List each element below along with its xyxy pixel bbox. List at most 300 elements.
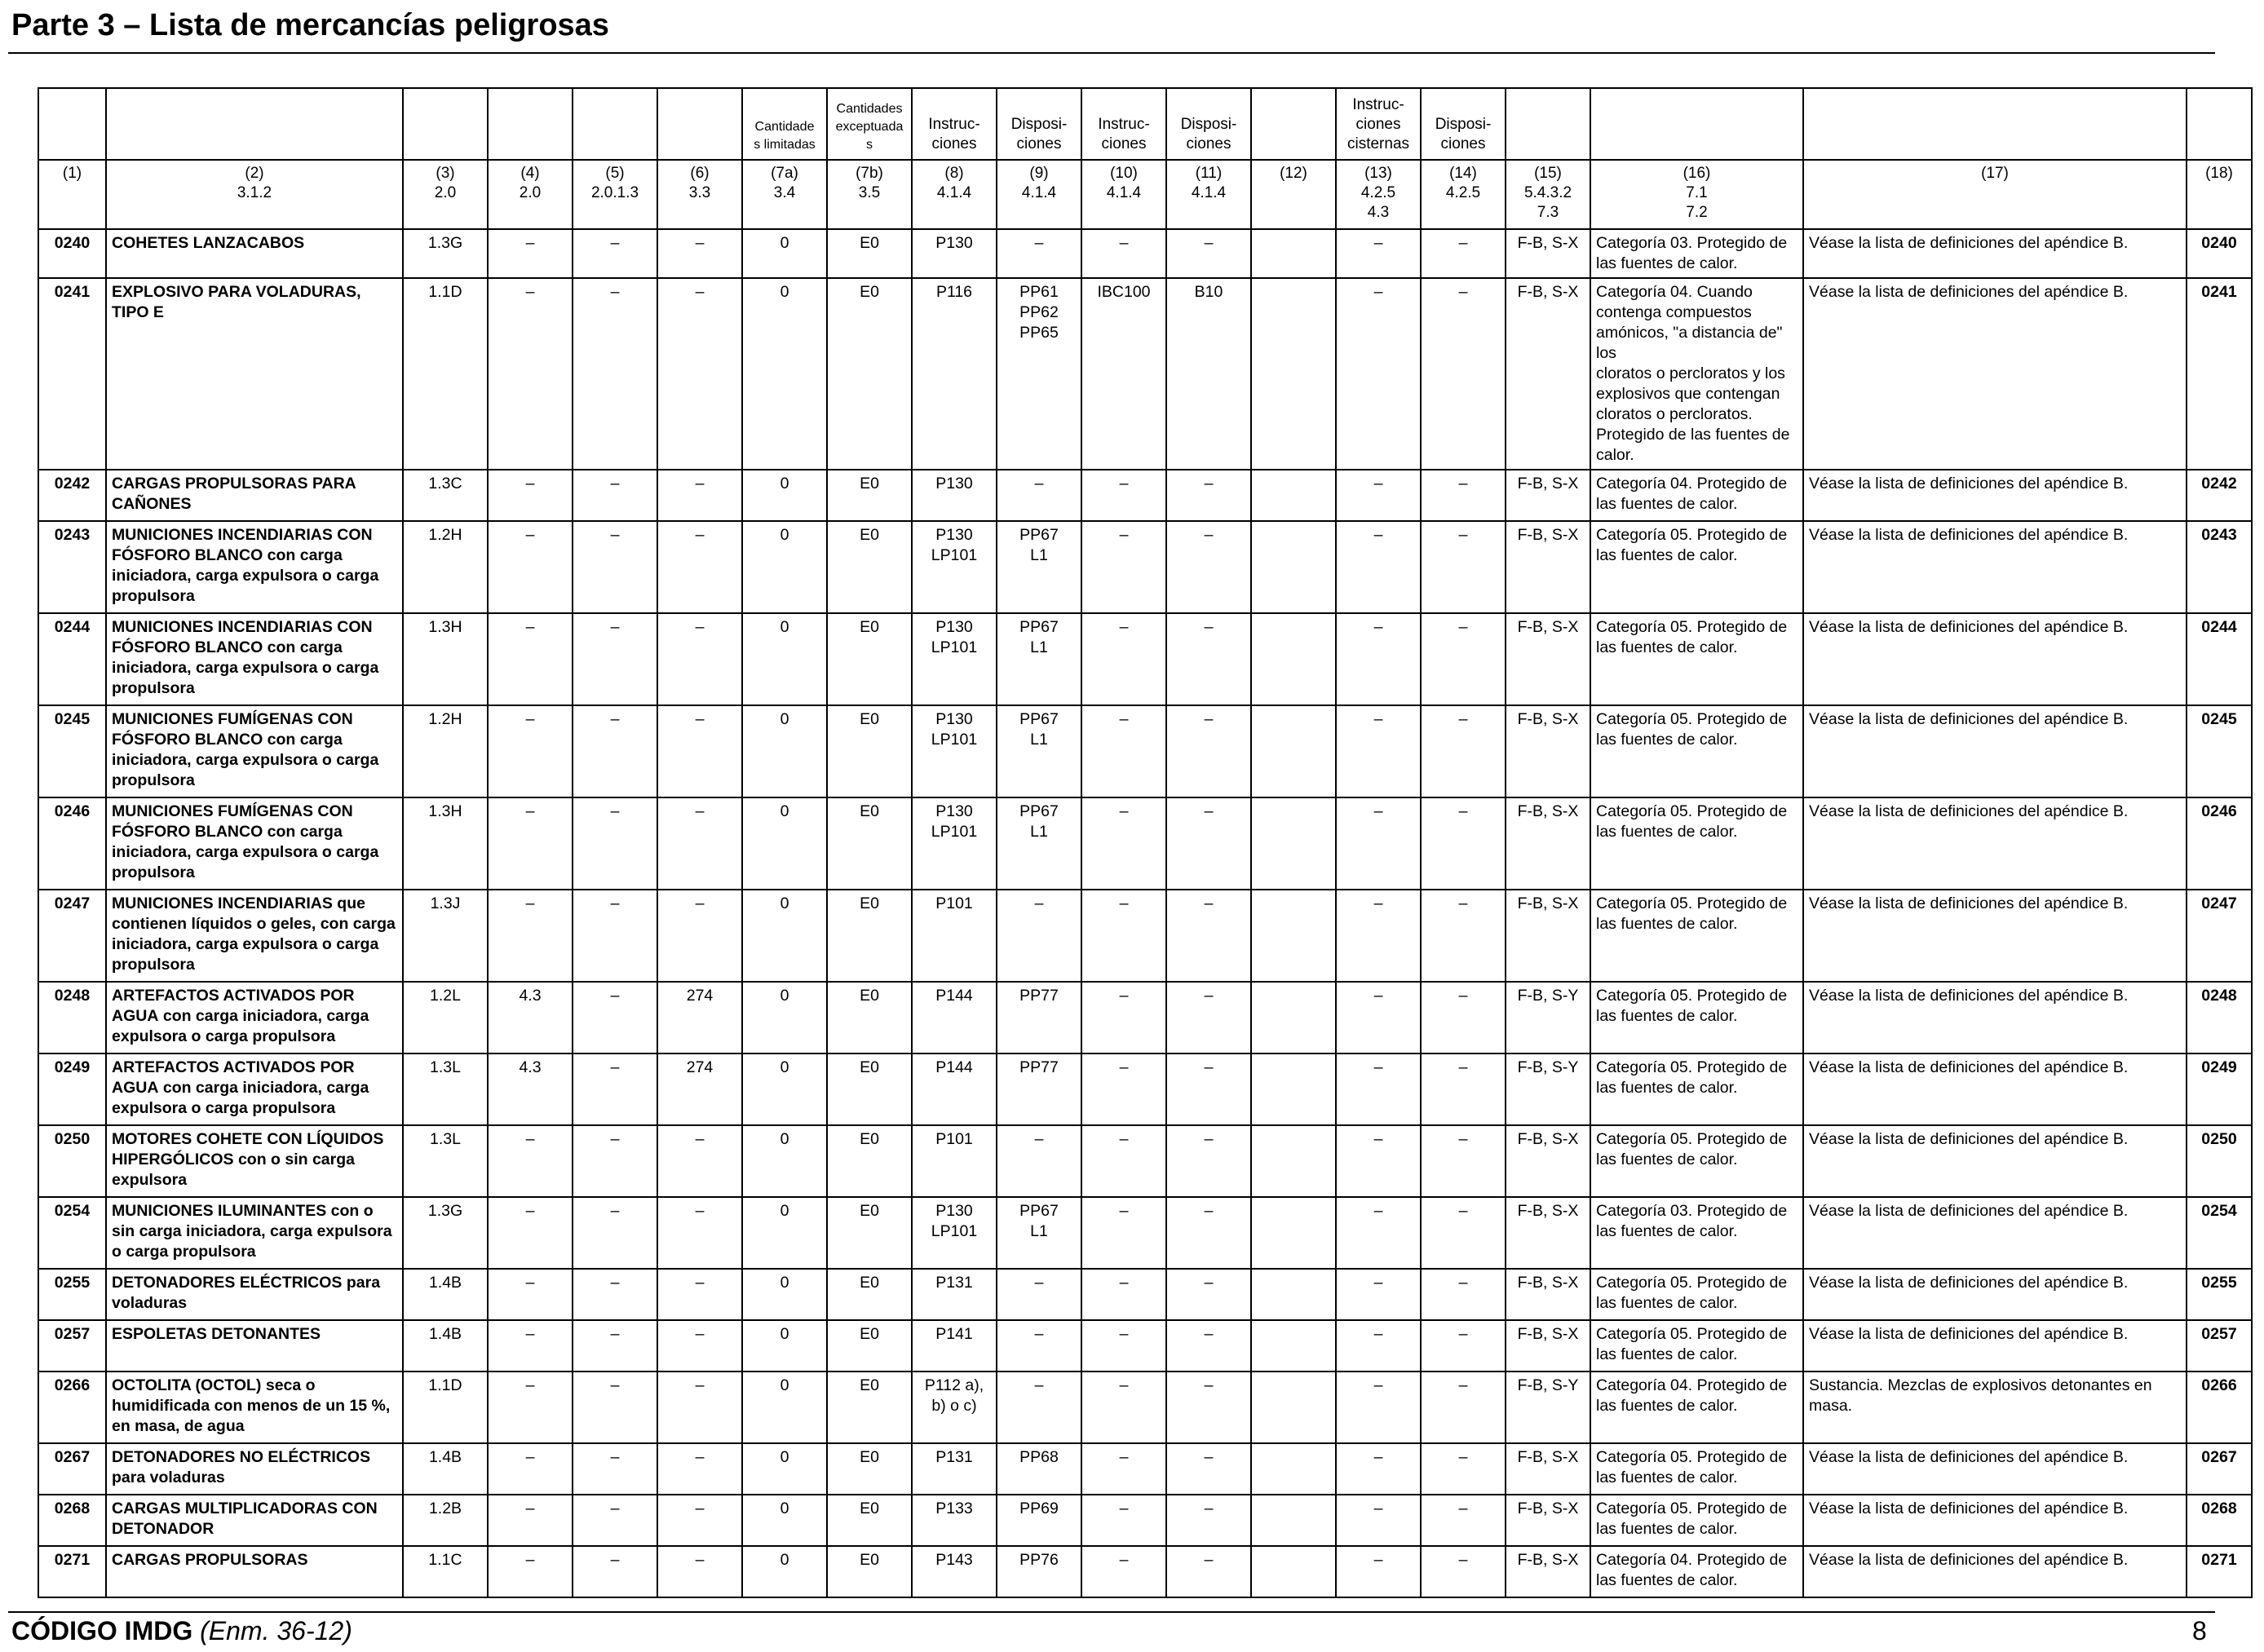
ems: F-B, S-X: [1506, 1269, 1590, 1320]
proper-shipping-name: [106, 229, 403, 278]
cell-eq: E0: [827, 1495, 912, 1546]
column-ref-3: [403, 160, 488, 229]
column-title-11: [1081, 88, 1166, 160]
cell-line: LP101: [931, 1222, 978, 1240]
packing-provisions: [997, 982, 1081, 1053]
shipping-name-main: MUNICIONES INCENDIARIAS: [112, 894, 333, 912]
column-12: [1251, 890, 1336, 982]
packing-provisions: [997, 1197, 1081, 1269]
cell-line: P143: [935, 1551, 973, 1569]
un-number-right: 0271: [2187, 1546, 2252, 1597]
cell-line: (17): [1981, 165, 2009, 182]
proper-shipping-name: [106, 1443, 403, 1495]
cell-line: LP101: [931, 638, 978, 656]
packing-instructions: [912, 613, 997, 705]
properties-observations: Véase la lista de definiciones del apéndice B.: [1803, 1125, 2187, 1197]
cell-line: L1: [1030, 823, 1048, 841]
column-ref-7: [742, 160, 827, 229]
tank-instructions: –: [1336, 1125, 1421, 1197]
cell-cls: 1.3G: [403, 1197, 488, 1269]
cell-cls: 1.2H: [403, 521, 488, 613]
cell-line: Categoría 05. Protegido de: [1596, 894, 1788, 912]
cell-line: –: [1034, 1376, 1044, 1394]
packing-instructions: [912, 521, 997, 613]
cell-lq: 0: [742, 613, 827, 705]
cell-line: Categoría 04. Protegido de: [1596, 1376, 1788, 1394]
stowage-segregation: [1590, 521, 1803, 613]
cell-eq: E0: [827, 1197, 912, 1269]
proper-shipping-name: [106, 1546, 403, 1597]
cell-line: Categoría 03. Protegido de: [1596, 1202, 1788, 1220]
cell-line: calor.: [1596, 446, 1634, 464]
cell-sp: –: [657, 1320, 742, 1372]
cell-line: las fuentes de calor.: [1596, 1397, 1738, 1415]
properties-observations: Véase la lista de definiciones del apéndice B.: [1803, 1443, 2187, 1495]
cell-pg: –: [573, 521, 657, 613]
ems: F-B, S-X: [1506, 890, 1590, 982]
un-number-right: 0249: [2187, 1053, 2252, 1125]
column-12: [1251, 229, 1336, 278]
packing-provisions: [997, 797, 1081, 890]
packing-provisions: [997, 1269, 1081, 1320]
shipping-name-qualifier: con carga iniciadora, carga expulsora o carga propulsora: [112, 638, 379, 697]
shipping-name-qualifier: con carga iniciadora, carga expulsora o carga propulsora: [112, 823, 379, 881]
cell-line: L1: [1030, 1222, 1048, 1240]
ibc-instructions: –: [1081, 1546, 1166, 1597]
column-12: [1251, 1372, 1336, 1443]
ibc-instructions: –: [1081, 1053, 1166, 1125]
cell-eq: E0: [827, 1269, 912, 1320]
proper-shipping-name: [106, 278, 403, 470]
cell-line: P101: [935, 1130, 973, 1148]
cell-line: ciones: [1186, 135, 1231, 152]
table-row: [38, 470, 2252, 521]
table-row: [38, 797, 2252, 890]
ibc-instructions: –: [1081, 705, 1166, 797]
ibc-instructions: –: [1081, 890, 1166, 982]
cell-line: PP67: [1019, 802, 1059, 820]
column-title-8: [827, 88, 912, 160]
ems: F-B, S-X: [1506, 278, 1590, 470]
column-title-12: [1166, 88, 1251, 160]
cell-pg: –: [573, 1269, 657, 1320]
cell-pg: –: [573, 1495, 657, 1546]
un-number: 0246: [38, 797, 106, 890]
cell-line: PP68: [1019, 1448, 1059, 1466]
cell-lq: 0: [742, 1372, 827, 1443]
shipping-name-main: COHETES LANZACABOS: [112, 234, 305, 252]
cell-line: las fuentes de calor.: [1596, 915, 1738, 933]
cell-lq: 0: [742, 1197, 827, 1269]
un-number-right: 0254: [2187, 1197, 2252, 1269]
cell-line: Categoría 05. Protegido de: [1596, 618, 1788, 636]
cell-sub: –: [488, 1443, 573, 1495]
column-title-6: [657, 88, 742, 160]
ibc-provisions: –: [1166, 1269, 1251, 1320]
cell-lq: 0: [742, 470, 827, 521]
cell-cls: 1.3H: [403, 613, 488, 705]
properties-observations: Véase la lista de definiciones del apéndice B.: [1803, 1320, 2187, 1372]
cell-eq: E0: [827, 797, 912, 890]
un-number: 0250: [38, 1125, 106, 1197]
table-row: [38, 613, 2252, 705]
column-12: [1251, 1197, 1336, 1269]
packing-instructions: [912, 229, 997, 278]
cell-line: P131: [935, 1448, 973, 1466]
cell-line: L1: [1030, 546, 1048, 564]
column-title-9: [912, 88, 997, 160]
proper-shipping-name: [106, 1495, 403, 1546]
packing-instructions: [912, 982, 997, 1053]
cell-line: Instruc-: [928, 116, 980, 133]
cell-line: Categoría 04. Protegido de: [1596, 1551, 1788, 1569]
table-row: [38, 1320, 2252, 1372]
packing-provisions: [997, 278, 1081, 470]
stowage-segregation: [1590, 705, 1803, 797]
un-number: 0249: [38, 1053, 106, 1125]
table-row: [38, 890, 2252, 982]
table-row: [38, 278, 2252, 470]
header-rule: [8, 52, 2215, 54]
tank-provisions: –: [1421, 278, 1506, 470]
cell-line: PP67: [1019, 618, 1059, 636]
table-row: [38, 1443, 2252, 1495]
ibc-instructions: –: [1081, 1372, 1166, 1443]
cell-line: (14): [1449, 165, 1477, 182]
ibc-instructions: –: [1081, 1125, 1166, 1197]
shipping-name-qualifier: con carga iniciadora, carga expulsora o carga propulsora: [112, 1007, 369, 1045]
cell-line: –: [1034, 234, 1044, 252]
cell-line: Categoría 05. Protegido de: [1596, 526, 1788, 544]
cell-pg: –: [573, 1443, 657, 1495]
ems: F-B, S-Y: [1506, 1053, 1590, 1125]
shipping-name-main: MUNICIONES INCENDIARIAS CON FÓSFORO BLANCO: [112, 618, 373, 656]
cell-line: –: [1034, 894, 1044, 912]
tank-instructions: –: [1336, 521, 1421, 613]
table-row: [38, 521, 2252, 613]
un-number: 0257: [38, 1320, 106, 1372]
cell-line: (10): [1110, 165, 1138, 182]
proper-shipping-name: [106, 470, 403, 521]
shipping-name-main: CARGAS MULTIPLICADORAS CON DETONADOR: [112, 1500, 378, 1538]
column-ref-8: [827, 160, 912, 229]
ibc-instructions: –: [1081, 1197, 1166, 1269]
cell-line: LP101: [931, 731, 978, 749]
cell-line: P141: [935, 1325, 973, 1343]
un-number-right: 0243: [2187, 521, 2252, 613]
cell-line: (9): [1029, 165, 1049, 182]
cell-lq: 0: [742, 1269, 827, 1320]
column-title-3: [403, 88, 488, 160]
ibc-instructions: –: [1081, 1443, 1166, 1495]
proper-shipping-name: [106, 1197, 403, 1269]
cell-line: Categoría 04. Cuando: [1596, 283, 1753, 301]
properties-observations: Véase la lista de definiciones del apéndice B.: [1803, 1053, 2187, 1125]
un-number: 0271: [38, 1546, 106, 1597]
cell-line: (16): [1683, 165, 1711, 182]
cell-line: PP76: [1019, 1551, 1059, 1569]
tank-instructions: –: [1336, 1320, 1421, 1372]
ibc-provisions: –: [1166, 521, 1251, 613]
packing-provisions: [997, 613, 1081, 705]
cell-pg: –: [573, 797, 657, 890]
cell-cls: 1.3L: [403, 1053, 488, 1125]
header-row-titles: [38, 88, 2252, 160]
cell-line: (5): [605, 165, 625, 182]
cell-sub: –: [488, 521, 573, 613]
un-number: 0255: [38, 1269, 106, 1320]
ibc-instructions: –: [1081, 982, 1166, 1053]
un-number-right: 0241: [2187, 278, 2252, 470]
cell-pg: –: [573, 1125, 657, 1197]
ibc-provisions: –: [1166, 705, 1251, 797]
column-ref-2: [106, 160, 403, 229]
proper-shipping-name: [106, 982, 403, 1053]
cell-sp: –: [657, 1372, 742, 1443]
properties-observations: Véase la lista de definiciones del apéndice B.: [1803, 1495, 2187, 1546]
properties-observations: Véase la lista de definiciones del apéndice B.: [1803, 982, 2187, 1053]
column-title-15: [1421, 88, 1506, 160]
cell-sub: –: [488, 1495, 573, 1546]
cell-lq: 0: [742, 521, 827, 613]
proper-shipping-name: [106, 890, 403, 982]
tank-provisions: –: [1421, 1546, 1506, 1597]
proper-shipping-name: [106, 521, 403, 613]
tank-instructions: –: [1336, 229, 1421, 278]
packing-instructions: [912, 470, 997, 521]
cell-eq: E0: [827, 613, 912, 705]
cell-line: Categoría 05. Protegido de: [1596, 1130, 1788, 1148]
table-body: [38, 88, 2252, 1597]
stowage-segregation: [1590, 1269, 1803, 1320]
stowage-segregation: [1590, 1372, 1803, 1443]
cell-sp: 274: [657, 982, 742, 1053]
cell-line: –: [1034, 1130, 1044, 1148]
column-title-1: [38, 88, 106, 160]
cell-line: ciones: [1016, 135, 1062, 152]
column-ref-9: [912, 160, 997, 229]
cell-line: Categoría 05. Protegido de: [1596, 802, 1788, 820]
cell-line: contenga compuestos: [1596, 303, 1752, 321]
cell-line: P130: [935, 802, 973, 820]
shipping-name-main: ESPOLETAS DETONANTES: [112, 1325, 321, 1343]
cell-cls: 1.3J: [403, 890, 488, 982]
cell-line: L1: [1030, 731, 1048, 749]
cell-line: 4.1.4: [936, 184, 972, 201]
footer-code: [11, 1616, 352, 1646]
cell-line: LP101: [931, 823, 978, 841]
ibc-provisions: –: [1166, 982, 1251, 1053]
stowage-segregation: [1590, 1125, 1803, 1197]
cell-line: Disposi-: [1435, 116, 1492, 133]
cell-line: (2): [245, 165, 264, 182]
tank-provisions: –: [1421, 705, 1506, 797]
cell-pg: –: [573, 1053, 657, 1125]
tank-provisions: –: [1421, 890, 1506, 982]
cell-line: P130: [935, 1202, 973, 1220]
shipping-name-main: ARTEFACTOS ACTIVADOS POR AGUA: [112, 987, 355, 1025]
cell-line: las fuentes de calor.: [1596, 546, 1738, 564]
tank-instructions: –: [1336, 890, 1421, 982]
un-number-right: 0244: [2187, 613, 2252, 705]
cell-line: PP67: [1019, 526, 1059, 544]
un-number: 0240: [38, 229, 106, 278]
column-12: [1251, 982, 1336, 1053]
column-title-17: [1590, 88, 1803, 160]
cell-line: 4.1.4: [1021, 184, 1057, 201]
ibc-instructions: –: [1081, 1495, 1166, 1546]
properties-observations: Véase la lista de definiciones del apéndice B.: [1803, 613, 2187, 705]
tank-instructions: –: [1336, 1372, 1421, 1443]
proper-shipping-name: [106, 705, 403, 797]
column-12: [1251, 470, 1336, 521]
un-number: 0241: [38, 278, 106, 470]
cell-lq: 0: [742, 1053, 827, 1125]
cell-sub: 4.3: [488, 982, 573, 1053]
un-number-right: 0250: [2187, 1125, 2252, 1197]
cell-line: Categoría 05. Protegido de: [1596, 1325, 1788, 1343]
un-number: 0248: [38, 982, 106, 1053]
ems: F-B, S-X: [1506, 229, 1590, 278]
packing-provisions: [997, 470, 1081, 521]
cell-line: 5.4.3.2: [1523, 184, 1572, 201]
cell-cls: 1.2H: [403, 705, 488, 797]
ibc-instructions: –: [1081, 470, 1166, 521]
packing-provisions: [997, 705, 1081, 797]
cell-line: explosivos que contengan: [1596, 385, 1780, 403]
packing-instructions: [912, 278, 997, 470]
cell-pg: –: [573, 1546, 657, 1597]
ibc-instructions: –: [1081, 1320, 1166, 1372]
un-number-right: 0248: [2187, 982, 2252, 1053]
cell-pg: –: [573, 229, 657, 278]
ems: F-B, S-Y: [1506, 1372, 1590, 1443]
cell-cls: 1.4B: [403, 1269, 488, 1320]
properties-observations: Véase la lista de definiciones del apéndice B.: [1803, 278, 2187, 470]
packing-provisions: [997, 1320, 1081, 1372]
cell-sub: –: [488, 890, 573, 982]
cell-sp: –: [657, 278, 742, 470]
cell-eq: E0: [827, 1546, 912, 1597]
proper-shipping-name: [106, 1269, 403, 1320]
column-ref-11: [1081, 160, 1166, 229]
cell-line: (4): [520, 165, 540, 182]
cell-line: 3.3: [688, 184, 711, 201]
cell-line: Disposi-: [1180, 116, 1237, 133]
cell-lq: 0: [742, 890, 827, 982]
properties-observations: Véase la lista de definiciones del apéndice B.: [1803, 705, 2187, 797]
proper-shipping-name: [106, 613, 403, 705]
cell-line: P130: [935, 710, 973, 728]
tank-provisions: –: [1421, 1495, 1506, 1546]
cell-line: (1): [62, 165, 82, 182]
un-number: 0242: [38, 470, 106, 521]
ems: F-B, S-X: [1506, 613, 1590, 705]
cell-line: (12): [1280, 165, 1307, 182]
column-12: [1251, 797, 1336, 890]
cell-line: (7b): [856, 165, 883, 182]
tank-instructions: –: [1336, 1443, 1421, 1495]
column-title-2: [106, 88, 403, 160]
shipping-name-main: ARTEFACTOS ACTIVADOS POR AGUA: [112, 1058, 355, 1097]
column-12: [1251, 1546, 1336, 1597]
table-row: [38, 1053, 2252, 1125]
cell-line: (7a): [771, 165, 798, 182]
footer-rule: [8, 1611, 2215, 1613]
ems: F-B, S-X: [1506, 1197, 1590, 1269]
packing-instructions: [912, 1197, 997, 1269]
cell-lq: 0: [742, 1443, 827, 1495]
cell-line: P144: [935, 987, 973, 1005]
cell-line: P130: [935, 618, 973, 636]
cell-cls: 1.4B: [403, 1320, 488, 1372]
un-number: 0268: [38, 1495, 106, 1546]
cell-line: Categoría 04. Protegido de: [1596, 475, 1788, 493]
cell-eq: E0: [827, 890, 912, 982]
ems: F-B, S-X: [1506, 1495, 1590, 1546]
shipping-name-qualifier: con carga iniciadora, carga expulsora o carga propulsora: [112, 1079, 369, 1117]
cell-line: exceptuadas: [835, 120, 904, 152]
table-row: [38, 1546, 2252, 1597]
cell-pg: –: [573, 982, 657, 1053]
cell-line: cloratos o percloratos.: [1596, 405, 1753, 423]
ems: F-B, S-X: [1506, 1443, 1590, 1495]
packing-instructions: [912, 705, 997, 797]
cell-line: PP62: [1019, 303, 1059, 321]
cell-sp: –: [657, 521, 742, 613]
cell-line: 2.0: [434, 184, 457, 201]
tank-instructions: –: [1336, 797, 1421, 890]
table-row: [38, 705, 2252, 797]
column-ref-12: [1166, 160, 1251, 229]
column-12: [1251, 1495, 1336, 1546]
cell-line: las fuentes de calor.: [1596, 1469, 1738, 1486]
cell-lq: 0: [742, 1546, 827, 1597]
tank-provisions: –: [1421, 797, 1506, 890]
cell-pg: –: [573, 1197, 657, 1269]
column-title-13: [1251, 88, 1336, 160]
shipping-name-qualifier: con carga iniciadora, carga expulsora o carga propulsora: [112, 546, 379, 605]
shipping-name-main: MUNICIONES ILUMINANTES: [112, 1202, 327, 1220]
cell-pg: –: [573, 1372, 657, 1443]
cell-eq: E0: [827, 1443, 912, 1495]
cell-pg: –: [573, 613, 657, 705]
packing-instructions: [912, 797, 997, 890]
cell-line: Categoría 05. Protegido de: [1596, 1058, 1788, 1076]
ibc-provisions: –: [1166, 1197, 1251, 1269]
cell-cls: 1.3C: [403, 470, 488, 521]
stowage-segregation: [1590, 1320, 1803, 1372]
cell-line: ciones: [1440, 135, 1486, 152]
ibc-provisions: –: [1166, 1053, 1251, 1125]
packing-instructions: [912, 1372, 997, 1443]
cell-line: P130: [935, 526, 973, 544]
stowage-segregation: [1590, 982, 1803, 1053]
cell-pg: –: [573, 470, 657, 521]
cell-line: Instruc-: [1352, 96, 1404, 113]
ibc-provisions: –: [1166, 229, 1251, 278]
ibc-instructions: –: [1081, 1269, 1166, 1320]
cell-line: (3): [436, 165, 455, 182]
footer-code-name: CÓDIGO IMDG: [11, 1616, 193, 1645]
un-number-right: 0266: [2187, 1372, 2252, 1443]
cell-cls: 1.4B: [403, 1443, 488, 1495]
un-number-right: 0268: [2187, 1495, 2252, 1546]
column-12: [1251, 278, 1336, 470]
tank-instructions: –: [1336, 613, 1421, 705]
cell-line: s limitadas: [754, 138, 816, 152]
packing-provisions: [997, 1372, 1081, 1443]
